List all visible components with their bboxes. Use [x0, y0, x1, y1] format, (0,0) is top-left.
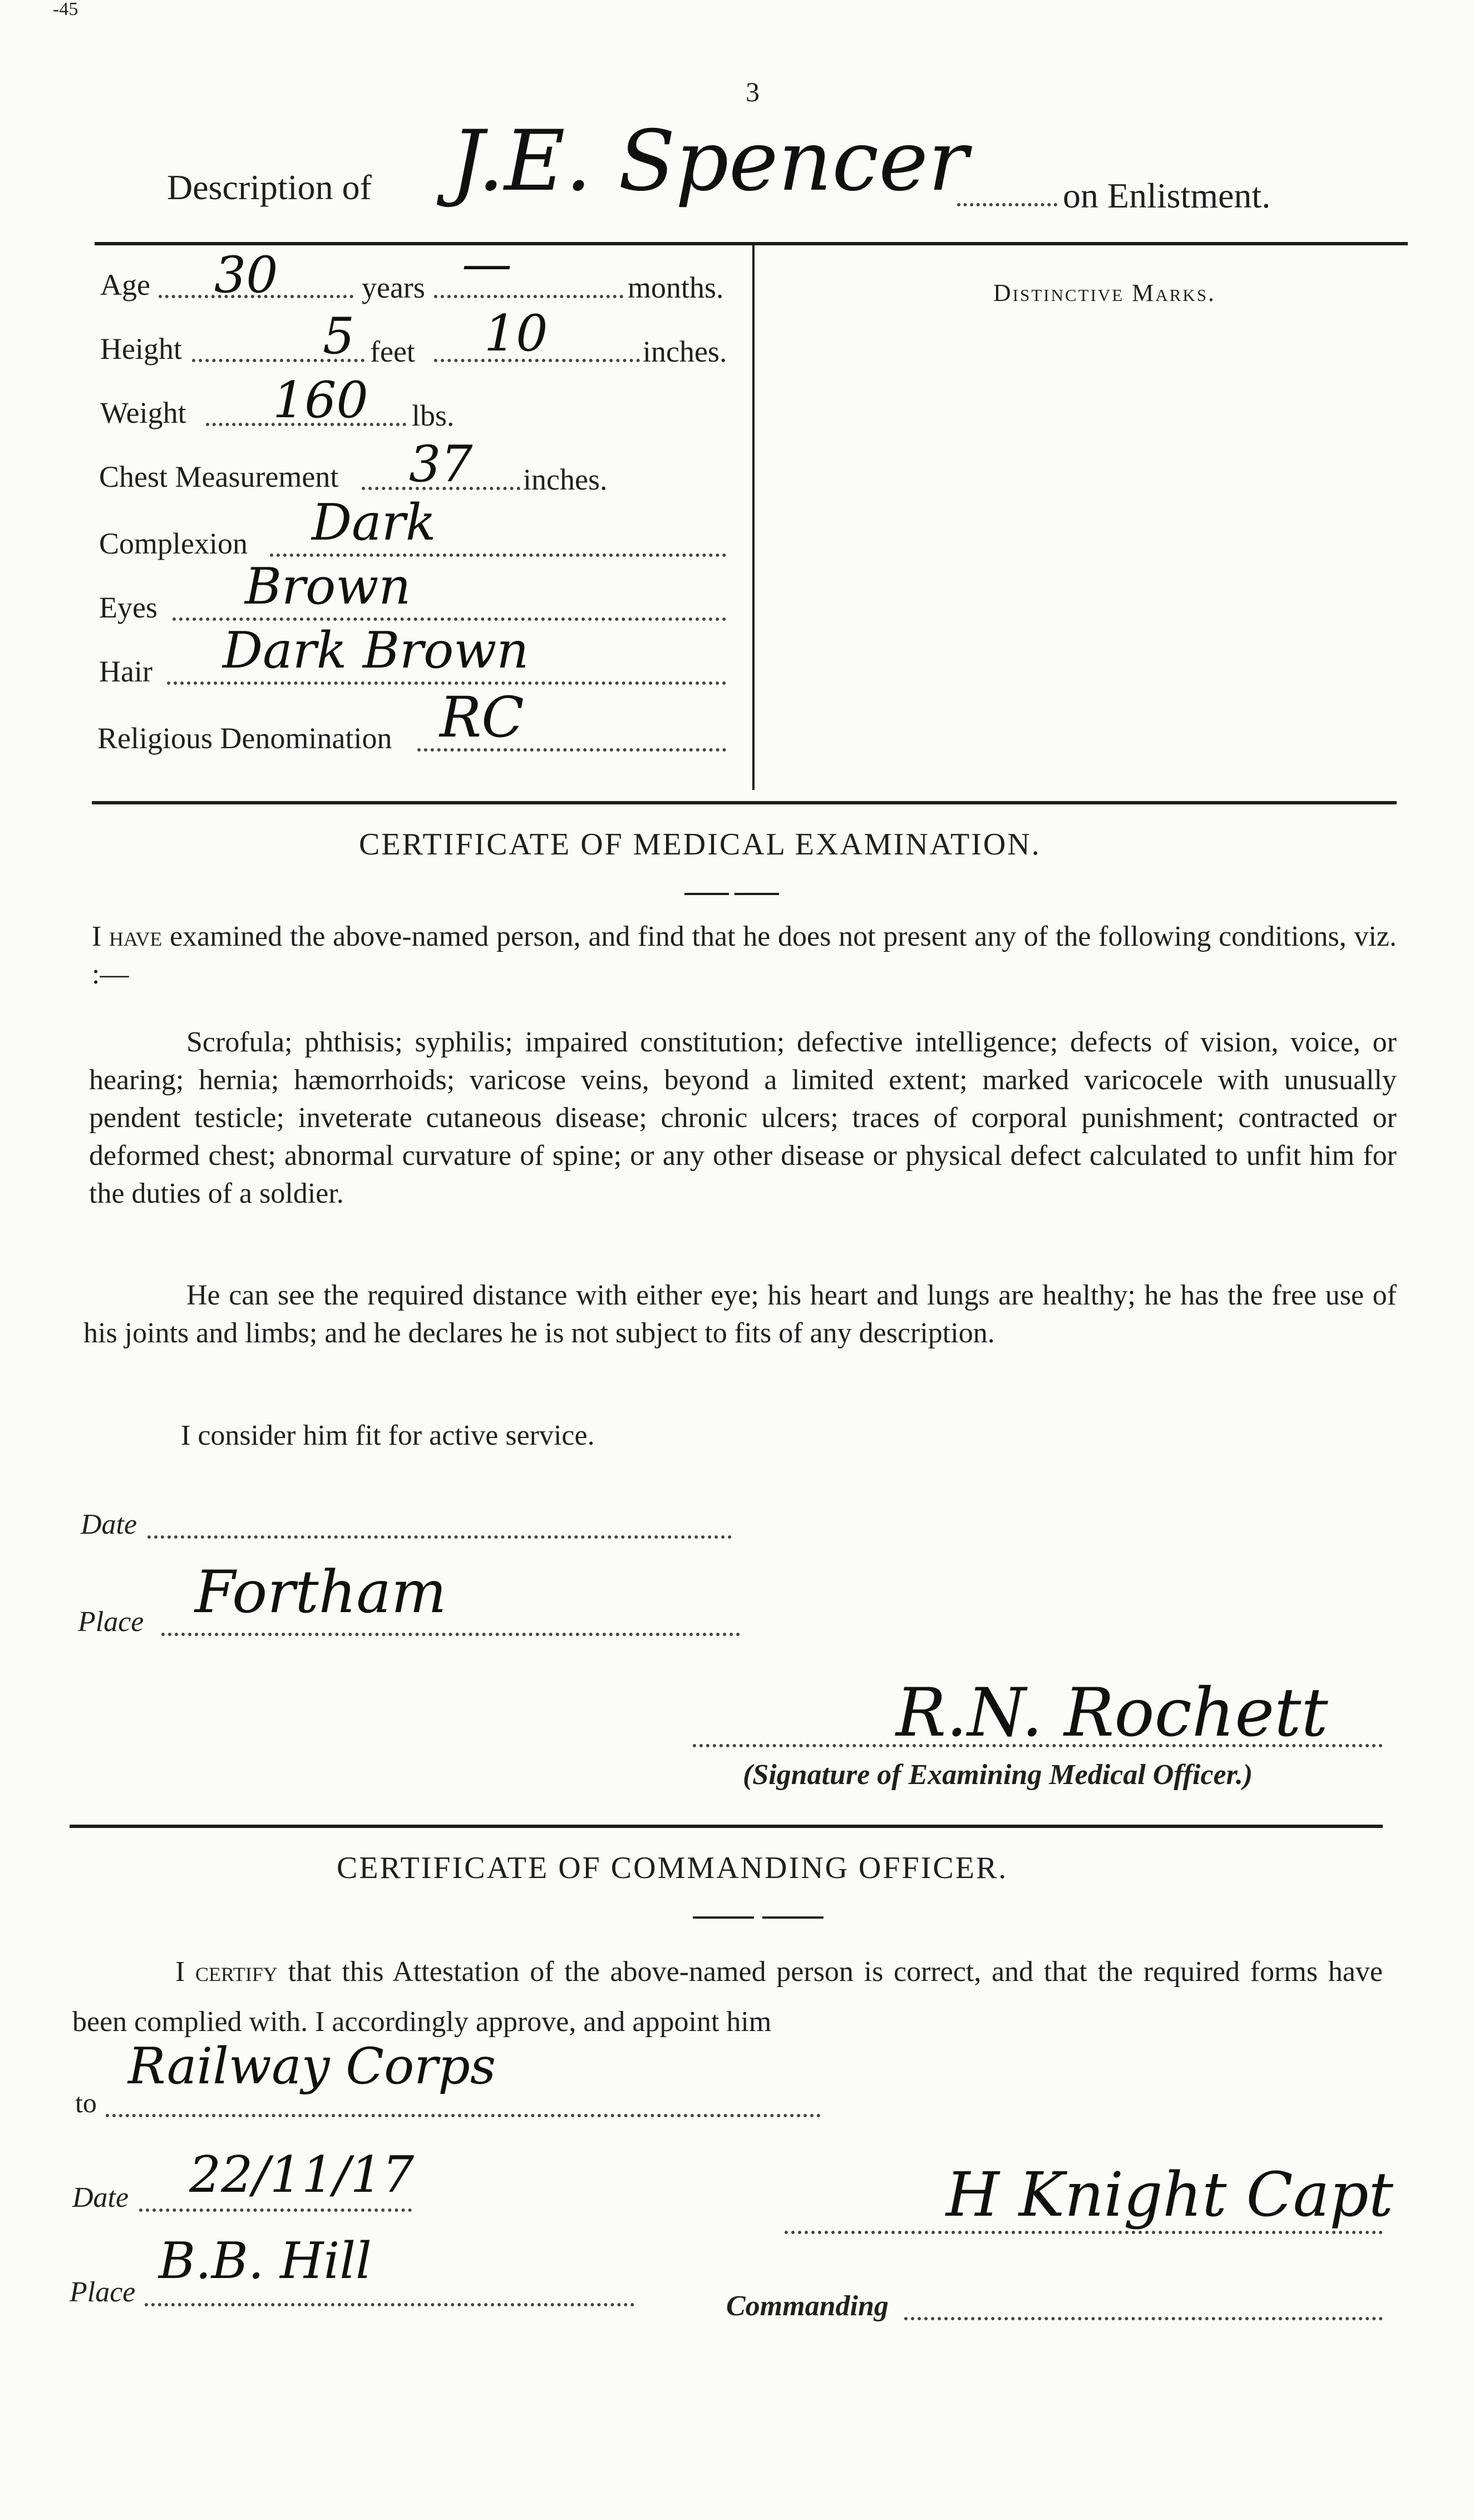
- medical-bottom-rule: [70, 1825, 1383, 1828]
- hair-value: Dark Brown: [223, 621, 529, 680]
- medical-signature-caption: (Signature of Examining Medical Officer.): [743, 1759, 1253, 1791]
- header-dotted-leader: [957, 203, 1057, 206]
- description-bottom-rule: [92, 801, 1397, 804]
- chest-value: 37: [409, 435, 473, 493]
- column-divider: [752, 245, 755, 790]
- medical-title-dash-1: [684, 893, 729, 895]
- medical-intro: [92, 918, 1397, 994]
- complexion-label: Complexion: [99, 527, 248, 560]
- medical-fitness-text: He can see the required distance with either eye; his heart and lungs are healthy; he has the free use of his joints and limbs; and he declares he is not subject to fits of any description.: [83, 1279, 1397, 1349]
- age-label: Age: [100, 268, 150, 302]
- commanding-certify-rest: that this Attestation of the above-named person is correct, and that the required forms have been complied with. I accordingly approve, and appoint him: [72, 1956, 1383, 2038]
- months-dots: [434, 295, 623, 298]
- medical-place-label: Place: [78, 1606, 144, 1638]
- months-value: —: [462, 235, 512, 293]
- commanding-place-value: B.B. Hill: [159, 2232, 372, 2290]
- religion-value: RC: [440, 685, 524, 750]
- commanding-signature-dots: [785, 2231, 1383, 2234]
- feet-label: feet: [370, 335, 415, 368]
- chest-unit: inches.: [523, 463, 608, 496]
- top-rule: [95, 242, 1408, 245]
- commanding-to-value: Railway Corps: [128, 2037, 496, 2096]
- commanding-date-value: 22/11/17: [189, 2146, 415, 2204]
- commanding-to-dots: [106, 2114, 821, 2117]
- medical-title: CERTIFICATE OF MEDICAL EXAMINATION.: [359, 827, 1041, 862]
- complexion-value: Dark: [312, 493, 436, 552]
- months-label: months.: [628, 271, 724, 304]
- medical-place-dots: [161, 1633, 740, 1636]
- commanding-date-label: Date: [72, 2182, 129, 2213]
- commanding-place-label: Place: [70, 2276, 136, 2308]
- medical-fitness: [83, 1277, 1397, 1352]
- chest-label: Chest Measurement: [99, 460, 339, 493]
- years-label: years: [362, 271, 425, 304]
- medical-conditions-text: Scrofula; phthisis; syphilis; impaired constitution; defective intelligence; defects of vision, voice, or hearing; hernia; hæmorrhoids; varicose veins, beyond a limited extent; marked varicocele with unusually pendent testicle; inveterate cutaneous disease; chronic ulcers; traces of corporal punishment; contracted or deformed chest; abnormal curvature of spine; or any other disease or physical defect calculated to unfit him for the duties of a soldier.: [89, 1026, 1397, 1209]
- age-value: 30: [214, 246, 278, 304]
- lbs-label: lbs.: [412, 399, 455, 432]
- medical-officer-signature: R.N. Rochett: [896, 1674, 1328, 1752]
- distinctive-marks-label: Distinctive Marks.: [993, 279, 1216, 307]
- eyes-value: Brown: [245, 557, 411, 616]
- medical-date-label: Date: [81, 1509, 137, 1540]
- enlistee-name: J.E. Spencer: [451, 113, 968, 210]
- commanding-title-dash-1: [693, 1916, 754, 1919]
- commanding-certify: [72, 1947, 1383, 2047]
- eyes-dots: [172, 617, 726, 621]
- medical-place-value: Fortham: [195, 1558, 447, 1626]
- commanding-officer-signature: H Knight Capt: [946, 2159, 1393, 2230]
- medical-date-dots: [147, 1535, 732, 1539]
- medical-title-dash-2: [734, 893, 779, 895]
- height-feet-value: 5: [323, 307, 355, 365]
- corner-mark: -45: [53, 0, 78, 19]
- commanding-certify-lead: I certify: [175, 1956, 278, 1988]
- eyes-label: Eyes: [99, 591, 157, 624]
- weight-label: Weight: [100, 396, 186, 429]
- commanding-title-dash-2: [762, 1916, 824, 1919]
- complexion-dots: [270, 554, 726, 557]
- commanding-dots: [904, 2317, 1383, 2320]
- height-label: Height: [100, 332, 182, 365]
- religion-label: Religious Denomination: [97, 722, 392, 755]
- commanding-place-dots: [145, 2303, 634, 2306]
- page-number: 3: [746, 76, 760, 107]
- medical-consider: I consider him fit for active service.: [181, 1420, 595, 1451]
- weight-value: 160: [273, 371, 368, 429]
- medical-intro-rest: examined the above-named person, and find that he does not present any of the following conditions, viz. :—: [92, 921, 1397, 990]
- commanding-title: CERTIFICATE OF COMMANDING OFFICER.: [337, 1851, 1008, 1885]
- header-suffix: on Enlistment.: [1063, 176, 1271, 215]
- commanding-to-label: to: [75, 2087, 97, 2118]
- header-prefix: Description of: [167, 167, 372, 207]
- commanding-date-dots: [139, 2208, 412, 2212]
- height-inches-value: 10: [484, 304, 548, 363]
- inches-label: inches.: [643, 335, 727, 368]
- medical-conditions: [89, 1024, 1397, 1213]
- hair-label: Hair: [99, 655, 152, 688]
- medical-intro-lead: I have: [92, 921, 162, 952]
- commanding-label: Commanding: [726, 2290, 889, 2322]
